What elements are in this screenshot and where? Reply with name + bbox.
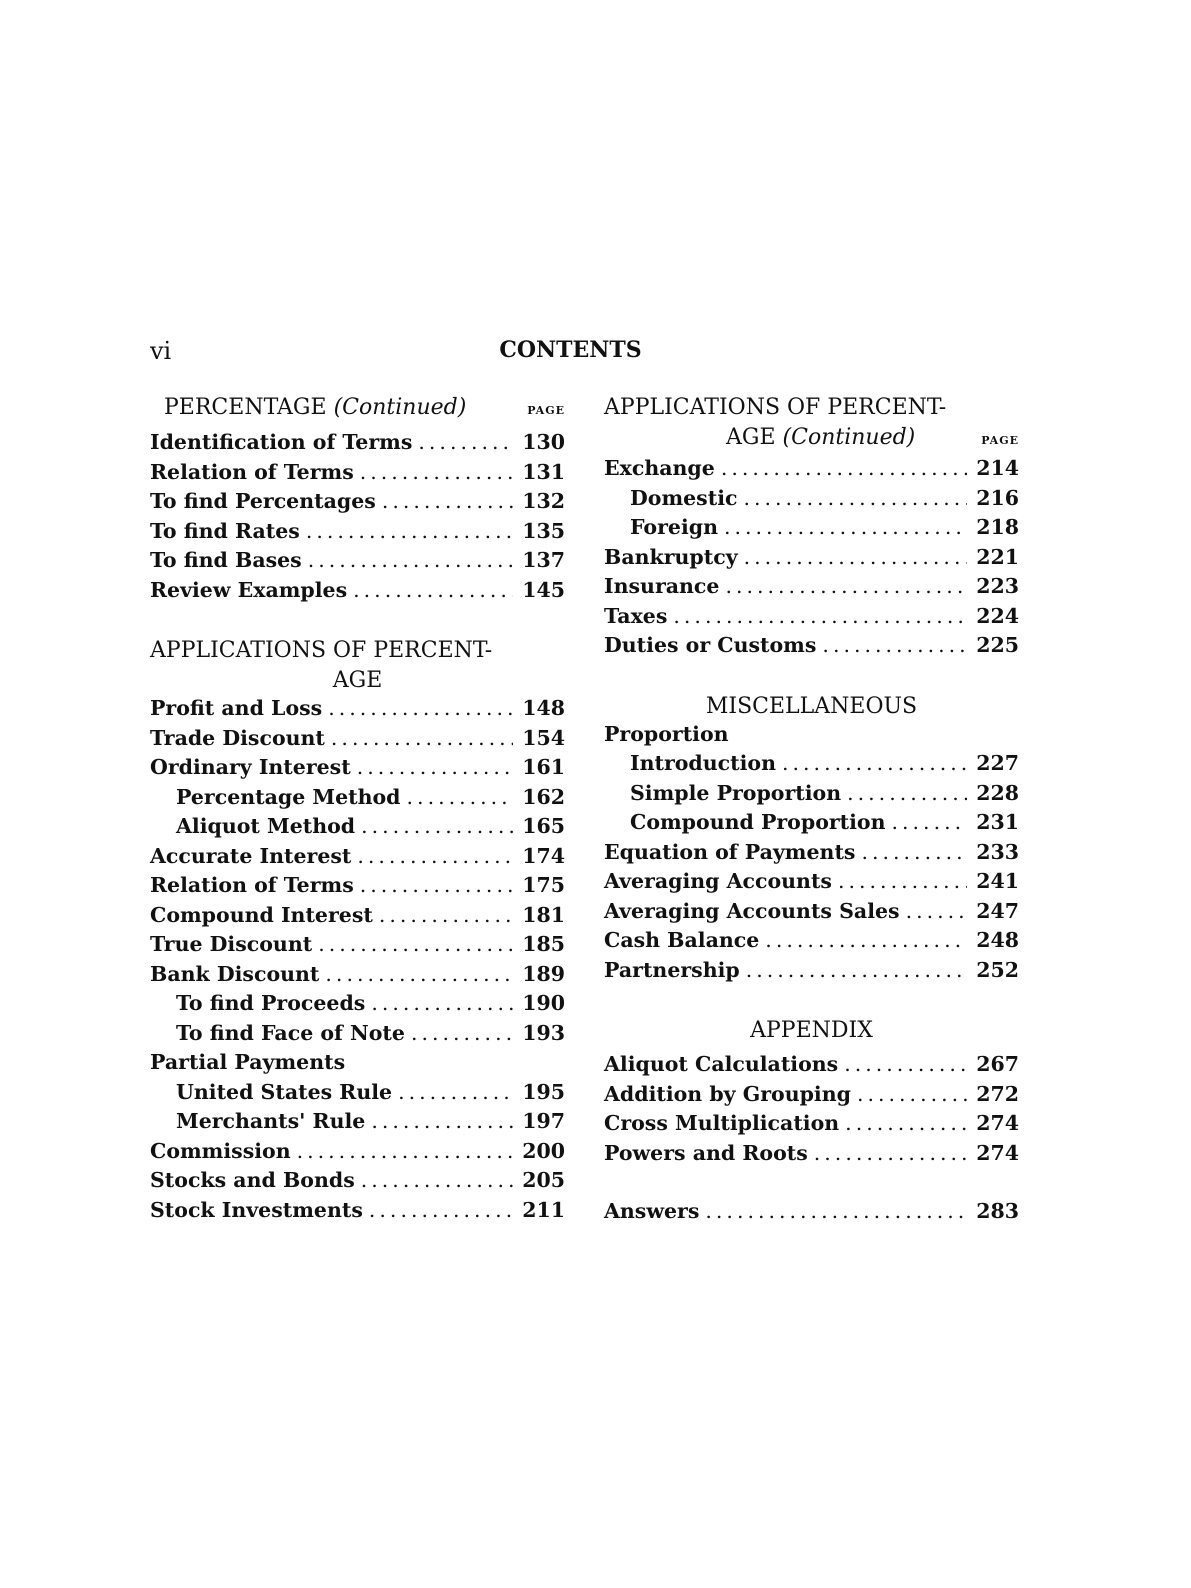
toc-entry: True Discount ..... 185 [150, 932, 565, 962]
toc-entry: Aliquot Method ..... 165 [150, 814, 565, 844]
toc-entry: Stock Investments ..... 211 [150, 1198, 565, 1228]
section-title: PERCENTAGE (Continued) [164, 395, 467, 420]
toc-entry: Domestic ..... 216 [604, 486, 1019, 516]
toc-entry: Stocks and Bonds ..... 205 [150, 1168, 565, 1198]
toc-entry: Addition by Grouping ..... 272 [604, 1082, 1019, 1112]
toc-entry: Ordinary Interest ..... 161 [150, 755, 565, 785]
toc-entry: Insurance ..... 223 [604, 574, 1019, 604]
continued-note: (Continued) [333, 395, 467, 420]
continued-note: (Continued) [782, 425, 916, 450]
toc-entry: Cash Balance ..... 248 [604, 928, 1019, 958]
toc-entry: To find Percentages ..... 132 [150, 489, 565, 519]
toc-entry: Review Examples ..... 145 [150, 578, 565, 608]
toc-entry: Averaging Accounts ..... 241 [604, 869, 1019, 899]
toc-entry: Introduction ..... 227 [604, 751, 1019, 781]
toc-entry: Bankruptcy ..... 221 [604, 545, 1019, 575]
contents-title: CONTENTS [499, 337, 642, 363]
toc-entry: Trade Discount ..... 154 [150, 726, 565, 756]
toc-entry: To find Proceeds ..... 190 [150, 991, 565, 1021]
section-heading-applications-continued: APPLICATIONS OF PERCENT- AGE (Continued) PAGE [604, 393, 1019, 456]
section-heading-applications: APPLICATIONS OF PERCENT- AGE [150, 638, 493, 693]
running-head [0, 337, 1191, 363]
toc-entry: Partnership ..... 252 [604, 958, 1019, 988]
toc-entry: Compound Proportion ..... 231 [604, 810, 1019, 840]
toc-column-right [604, 393, 1019, 1229]
toc-entry: Accurate Interest ..... 174 [150, 844, 565, 874]
section-heading-percentage [150, 393, 565, 426]
toc-entry: To find Bases ..... 137 [150, 548, 565, 578]
toc-entry: Profit and Loss ..... 148 [150, 696, 565, 726]
page-column-label: PAGE [527, 404, 565, 417]
toc-entry: Simple Proportion ..... 228 [604, 781, 1019, 811]
toc-entry: Aliquot Calculations ..... 267 [604, 1052, 1019, 1082]
toc-entry: Exchange ..... 214 [604, 456, 1019, 486]
toc-entry: To find Face of Note ..... 193 [150, 1021, 565, 1051]
toc-entry: Compound Interest ..... 181 [150, 903, 565, 933]
toc-entry-answers: Answers ..... 283 [604, 1199, 1019, 1229]
toc-column-left [150, 393, 565, 1227]
toc-entry: To find Rates ..... 135 [150, 519, 565, 549]
toc-entry: Percentage Method ..... 162 [150, 785, 565, 815]
toc-entry: Bank Discount ..... 189 [150, 962, 565, 992]
page-column-label: PAGE [981, 434, 1019, 447]
toc-entry: Powers and Roots ..... 274 [604, 1141, 1019, 1171]
toc-entry: Relation of Terms ..... 175 [150, 873, 565, 903]
toc-entry: Taxes ..... 224 [604, 604, 1019, 634]
toc-entry: Foreign ..... 218 [604, 515, 1019, 545]
toc-entry: Duties or Customs ..... 225 [604, 633, 1019, 663]
page-folio: vi [150, 337, 172, 365]
section-heading-miscellaneous: MISCELLANEOUS [705, 693, 918, 719]
toc-entry: Partial Payments [150, 1050, 346, 1074]
toc-entry: Averaging Accounts Sales ..... 247 [604, 899, 1019, 929]
toc-entry: Identification of Terms ..... 130 [150, 430, 565, 460]
toc-entry: Relation of Terms ..... 131 [150, 460, 565, 490]
toc-entry: Commission ..... 200 [150, 1139, 565, 1169]
toc-entry: United States Rule ..... 195 [150, 1080, 565, 1110]
toc-entry: Cross Multiplication ..... 274 [604, 1111, 1019, 1141]
toc-entry: Proportion [604, 721, 729, 746]
section-heading-appendix: APPENDIX [750, 1018, 873, 1043]
toc-entry: Equation of Payments ..... 233 [604, 840, 1019, 870]
toc-entry: Merchants' Rule ..... 197 [150, 1109, 565, 1139]
